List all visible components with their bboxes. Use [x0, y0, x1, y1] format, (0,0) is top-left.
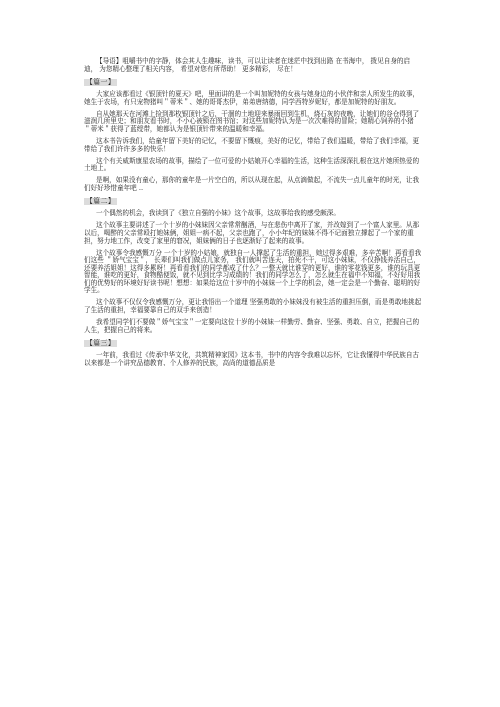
guide-paragraph: 【导语】咀嚼书中的字静，体会其人生趣味，读书，可以让读者在迷茫中找到出路 在书海中， 拨见自身的启迪， 为您精心整理了相关内容， 希望对您有所帮助！ 更多精彩， 尽在！	[84, 57, 411, 73]
section-heading-1: 【篇一】	[86, 77, 116, 86]
section-heading-2: 【篇二】	[86, 196, 116, 205]
section2-paragraph: 我希望同学们不要做＂娇气宝宝＂一定要向这位十岁的小妹妹一样勤劳、勤奋、坚强、勇敢、自立，把握自己的人生，把握自己的将来。	[84, 317, 420, 334]
section2-paragraph: 这个故事不仅仅令我感慨万分，更让我悟出一个道理 坚强勇敢的小妹妹没有被生活的重担压倒，而是勇敢地挑起了生活的重担，幸福要靠自己的双手来创造！	[84, 298, 422, 315]
section2-paragraph: 一个偶然的机会，我读到了《独立自强的小妹》这个故事，这故事给我的感受颇深。	[96, 209, 340, 218]
section-heading-3: 【篇三】	[86, 338, 116, 347]
section1-paragraph: 是啊，如果没有童心，那你的童年是一片空白的，所以从现在起，从点滴做起，不流失一点儿童年的时光，让我们好好珍惜童年吧 ..	[84, 176, 420, 192]
section1-paragraph: 这个有关威斯康星农场的故事，描绘了一位可爱的小姑娘开心幸福的生活，这种生活深深扎根在这片她所热爱的土地上。	[84, 156, 420, 173]
section2-paragraph: 这个故事主要讲述了一个十岁的小妹妹因父亲常常酗酒，与在悲伤中离开了家，并改嫁到了一个富人家里。从那以后，喝醉的父亲常殴打她妹俩，姐姐一病不起，父亲也跑了，小小年纪的妹妹不得不记面独立撑起了一个家的重担，努力地工作，改变了家里的窘况，姐妹俩的日子也逐渐好了起来的故事。	[84, 221, 420, 245]
section1-paragraph: 这本书告诉我们，给童年留下美好的记忆，不要留下慨痕，美好的记忆，带给了我们温暖，带给了我们幸福，更带给了我们许许多多的快乐！	[84, 137, 420, 153]
section1-paragraph: 大家应该都看过《银顶针的夏天》吧，里面讲的是一个叫加妮特的女孩与她身边的小伙伴和亲人所发生的故事，她生于农场，有只宠物猪叫＂蒂米＂、她的哥哥杰伊，弟弟唐纳德，同学西特岁妮好，都是加妮特的好朋友。	[84, 90, 420, 106]
section2-paragraph: 这个故事令我感慨万分 一个十岁的小姑娘，就独自一人撑起了生活的重担，她过得多艰难，多辛苦啊！再看看我们这些 ＂娇气宝宝＂， 长辈们叫我们做点儿家务， 我们就叫苦连天，拍死不干，可这小妹妹，不仅挣钱养活自己，还要养活姐姐！这得多累呀！再看看我们的同学都成了什么？一整天就比谁穿的更好，谁的零花钱更多，谁的玩具更智能，谁吃的更好，食物酷便饭，就不见到比学习成绩的！我们的同学怎么了，怎么就生在福中不知福，不好好用我们的优势好的环境好好读书呢！想想：如果给这位十岁中的小妹妹一个上学的机会，她一定会是一个勤奋、聪明的好学生。	[84, 248, 422, 295]
section3-paragraph: 一年前，我看过《传承中华文化，共筑精神家园》这本书，书中的内容令我难以忘怀，它让我懂得中华民族自古以来都是一个讲究品德教育、个人修养的民族，高尚的道德品质是	[84, 351, 420, 367]
document-body	[84, 58, 422, 372]
section1-paragraph: 自从她那天在河滩上捡到那枚银顶针之后，干涸的土地迎来暴雨回到生机，烧石灰的夜晚，让她们的谷仓得到了滋润几所里史；和朋友看书时，不小心被锁在图书馆；对这些加妮特认为是一次次难得的冒险；她精心饲养的小猪 ＂蒂米＂获得了蓝绶带，她都认为是银顶针带来的温暖和幸福。	[84, 109, 420, 134]
